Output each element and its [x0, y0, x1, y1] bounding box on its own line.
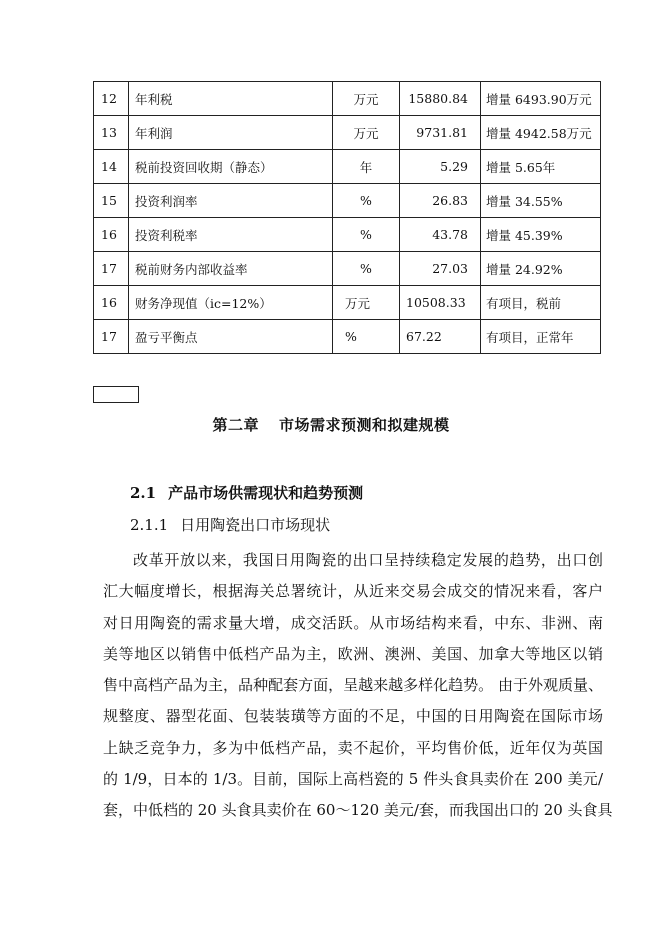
row-unit: 万元 [333, 116, 400, 150]
paragraph-line: 的 1/9，日本的 1/3。目前，国际上高档瓷的 5 件头食具卖价在 200 美元/ [103, 770, 603, 789]
table-row [94, 116, 601, 150]
row-unit: % [333, 218, 400, 252]
chapter-title: 市场需求预测和拟建规模 [279, 416, 450, 434]
row-unit: 年 [333, 150, 400, 184]
row-number: 13 [94, 116, 129, 150]
paragraph-line: 美等地区以销售中低档产品为主，欧洲、澳洲、美国、加拿大等地区以销 [103, 644, 603, 663]
row-number: 17 [94, 320, 129, 354]
table-row [94, 252, 601, 286]
row-value: 9731.81 [400, 116, 481, 150]
indicator-table-body [94, 82, 601, 354]
body-paragraph [103, 545, 613, 827]
row-note: 增量 6493.90万元 [481, 82, 601, 116]
paragraph-line: 汇大幅度增长，根据海关总署统计，从近来交易会成交的情况来看，客户 [103, 582, 603, 601]
subsection-number: 2.1.1 [130, 516, 169, 534]
row-note: 增量 4942.58万元 [481, 116, 601, 150]
row-value: 26.83 [400, 184, 481, 218]
empty-marker-box [93, 386, 139, 403]
table-row [94, 150, 601, 184]
section-number: 2.1 [130, 484, 157, 502]
table-row [94, 320, 601, 354]
row-number: 12 [94, 82, 129, 116]
row-unit: % [333, 320, 400, 354]
row-number: 14 [94, 150, 129, 184]
subsection-title: 日用陶瓷出口市场现状 [180, 516, 331, 534]
row-note: 有项目，正常年 [481, 320, 601, 354]
row-note: 增量 24.92% [481, 252, 601, 286]
row-note: 有项目，税前 [481, 286, 601, 320]
row-value: 43.78 [400, 218, 481, 252]
row-value: 67.22 [400, 320, 481, 354]
row-item: 财务净现值（ic=12%） [129, 286, 333, 320]
indicator-table [93, 81, 601, 354]
row-note: 增量 34.55% [481, 184, 601, 218]
table-row [94, 218, 601, 252]
paragraph-line: 上缺乏竞争力，多为中低档产品，卖不起价，平均售价低，近年仅为英国 [103, 738, 603, 757]
row-number: 15 [94, 184, 129, 218]
row-unit: 万元 [333, 286, 400, 320]
row-number: 17 [94, 252, 129, 286]
chapter-number: 第二章 [212, 416, 259, 434]
row-item: 年利润 [129, 116, 333, 150]
row-unit: % [333, 184, 400, 218]
table-row [94, 82, 601, 116]
paragraph-line: 改革开放以来，我国日用陶瓷的出口呈持续稳定发展的趋势，出口创 [133, 551, 603, 569]
row-item: 税前财务内部收益率 [129, 252, 333, 286]
row-number: 16 [94, 286, 129, 320]
subsection-heading [130, 514, 330, 535]
row-value: 27.03 [400, 252, 481, 286]
row-item: 年利税 [129, 82, 333, 116]
paragraph-line: 售中高档产品为主，品种配套方面，呈越来越多样化趋势。 由于外观质量、 [103, 676, 603, 695]
paragraph-line: 对日用陶瓷的需求量大增，成交活跃。从市场结构来看，中东、非洲、南 [103, 613, 603, 632]
section-title: 产品市场供需现状和趋势预测 [168, 484, 364, 502]
row-item: 税前投资回收期（静态） [129, 150, 333, 184]
chapter-heading [0, 414, 662, 435]
row-unit: 万元 [333, 82, 400, 116]
table-row [94, 286, 601, 320]
row-value: 5.29 [400, 150, 481, 184]
paragraph-line: 套，中低档的 20 头食具卖价在 60～120 美元/套，而我国出口的 20 头食具 [103, 801, 613, 820]
row-value: 15880.84 [400, 82, 481, 116]
row-item: 投资利润率 [129, 184, 333, 218]
section-heading [130, 482, 363, 503]
row-unit: % [333, 252, 400, 286]
row-item: 盈亏平衡点 [129, 320, 333, 354]
row-note: 增量 45.39% [481, 218, 601, 252]
row-item: 投资利税率 [129, 218, 333, 252]
row-number: 16 [94, 218, 129, 252]
table-row [94, 184, 601, 218]
paragraph-line: 规整度、器型花面、包装装璜等方面的不足，中国的日用陶瓷在国际市场 [103, 707, 603, 726]
row-note: 增量 5.65年 [481, 150, 601, 184]
row-value: 10508.33 [400, 286, 481, 320]
